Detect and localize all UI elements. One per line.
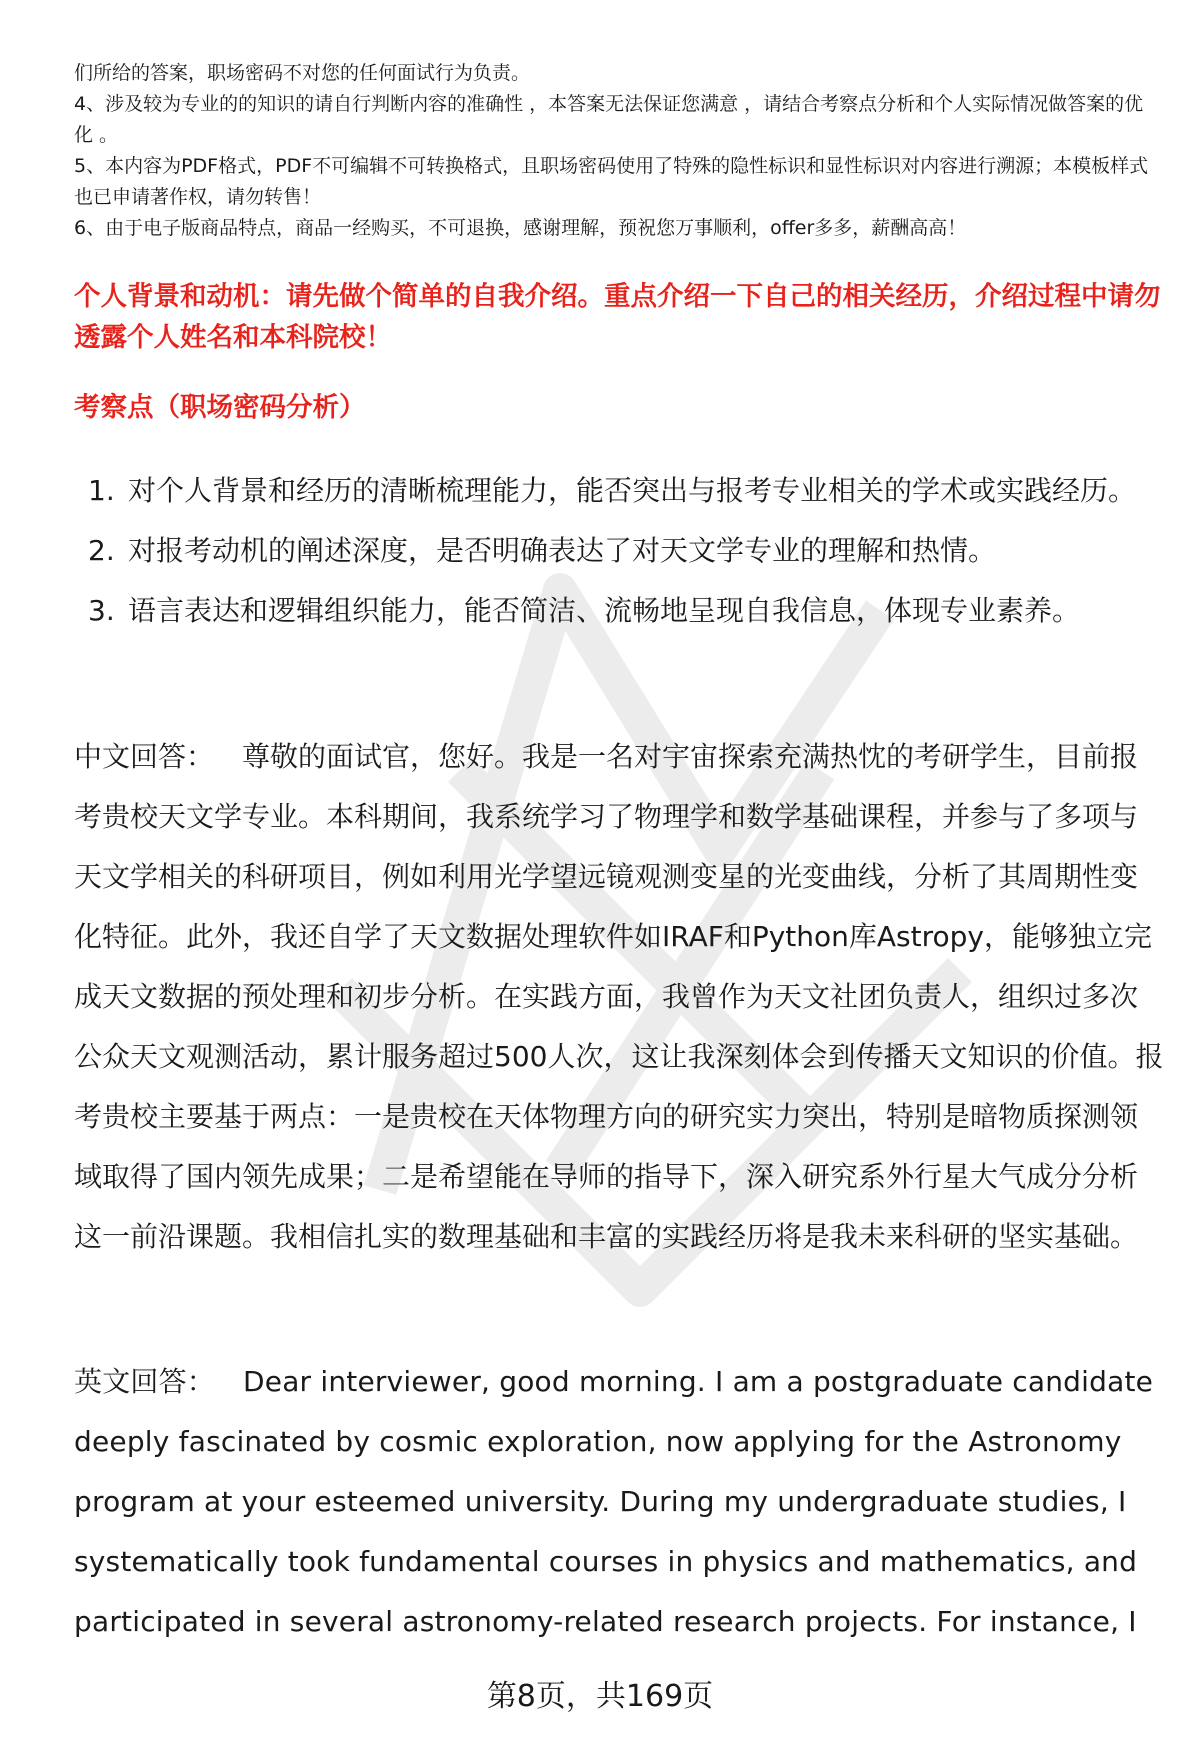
- page-number-footer: 第8页，共169页: [486, 1679, 714, 1714]
- analysis-point: [74, 581, 1164, 641]
- notice-section: [74, 58, 1154, 244]
- question-title: 个人背景和动机：请先做个简单的自我介绍。重点介绍一下自己的相关经历，介绍过程中请勿透露个人姓名和本科院校！: [74, 281, 1161, 353]
- notice-line: 们所给的答案，职场密码不对您的任何面试行为负责。: [74, 62, 531, 84]
- answer-chinese-label: 中文回答：: [74, 740, 215, 773]
- point-text: 对报考动机的阐述深度，是否明确表达了对天文学专业的理解和热情。: [128, 534, 997, 567]
- analysis-point: [74, 461, 1164, 521]
- analysis-point: [74, 521, 1164, 581]
- point-number: 2.: [88, 534, 115, 567]
- answer-english: [74, 1352, 1164, 1652]
- notice-line: 6、由于电子版商品特点，商品一经购买，不可退换，感谢理解，预祝您万事顺利，offer多多，薪酬高高！: [74, 217, 967, 239]
- answer-chinese-text: 尊敬的面试官，您好。我是一名对宇宙探索充满热忱的考研学生，目前报考贵校天文学专业。本科期间，我系统学习了物理学和数学基础课程，并参与了多项与天文学相关的科研项目，例如利用光学望远镜观测变星的光变曲线，分析了其周期性变化特征。此外，我还自学了天文数据处理软件如IRAF和Python库Astropy，能够独立完成天文数据的预处理和初步分析。在实践方面，我曾作为天文社团负责人，组织过多次公众天文观测活动，累计服务超过500人次，这让我深刻体会到传播天文知识的价值。报考贵校主要基于两点：一是贵校在天体物理方向的研究实力突出，特别是暗物质探测领域取得了国内领先成果；二是希望能在导师的指导下，深入研究系外行星大气成分分析这一前沿课题。我相信扎实的数理基础和丰富的实践经历将是我未来科研的坚实基础。: [74, 740, 1164, 1253]
- point-text: 语言表达和逻辑组织能力，能否简洁、流畅地呈现自我信息，体现专业素养。: [128, 594, 1081, 627]
- answer-english-text: Dear interviewer, good morning. I am a postgraduate candidate deeply fascinated by cosmic exploration, now applying for the Astronomy program at your esteemed university. During my undergraduate studies, I systematically took fundamental courses in physics and mathematics, and participated in several astronomy-related research projects. For instance, I: [74, 1365, 1154, 1638]
- analysis-title: 考察点（职场密码分析）: [74, 392, 366, 423]
- notice-line: 5、本内容为PDF格式，PDF不可编辑不可转换格式，且职场密码使用了特殊的隐性标识和显性标识对内容进行溯源；本模板样式也已申请著作权，请勿转售！: [74, 155, 1149, 208]
- answer-chinese: [74, 727, 1164, 1267]
- point-text: 对个人背景和经历的清晰梳理能力，能否突出与报考专业相关的学术或实践经历。: [128, 474, 1137, 507]
- point-number: 3.: [88, 594, 115, 627]
- notice-line: 4、涉及较为专业的的知识的请自行判断内容的准确性 ，本答案无法保证您满意 ，请结合考察点分析和个人实际情况做答案的优化 。: [74, 93, 1144, 146]
- point-number: 1.: [88, 474, 115, 507]
- analysis-points-list: [74, 461, 1164, 641]
- answer-english-label: 英文回答：: [74, 1365, 216, 1398]
